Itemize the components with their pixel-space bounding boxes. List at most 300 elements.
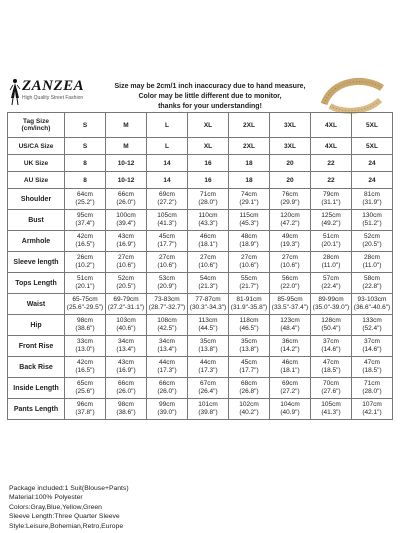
size-cell: 2XL: [229, 138, 270, 155]
measure-cm: 36cm: [282, 338, 298, 345]
size-cell: 24: [352, 172, 393, 189]
measure-cell: [65, 399, 106, 420]
measure-cell: [352, 252, 393, 273]
measure-cell: [147, 273, 188, 294]
measure-cm: 28cm: [323, 254, 339, 261]
measure-cm: 66cm: [118, 380, 134, 387]
measure-cell: [352, 357, 393, 378]
measure-cell: [65, 252, 106, 273]
measure-cell: [229, 336, 270, 357]
measure-cm: 104cm: [280, 401, 300, 408]
measure-inch: (16.5"): [75, 367, 95, 374]
measure-cell: [106, 231, 147, 252]
brand-logo: [8, 78, 98, 106]
measure-inch: (40.9"): [280, 409, 300, 416]
row-label: UK Size: [8, 155, 65, 172]
measure-cm: 52cm: [364, 233, 380, 240]
measure-cm: 27cm: [118, 254, 134, 261]
measure-cell: [106, 252, 147, 273]
row-label: AU Size: [8, 172, 65, 189]
brand-tagline: High Quality Street Fashion: [22, 95, 84, 101]
measure-inch: (38.6"): [116, 409, 136, 416]
measure-cell: [311, 210, 352, 231]
measure-inch: (11.0"): [362, 262, 382, 269]
measure-inch: (20.5"): [362, 241, 382, 248]
measure-inch: (10.6"): [198, 262, 218, 269]
measure-inch: (48.4"): [280, 325, 300, 332]
measure-inch: (20.9"): [157, 283, 177, 290]
measure-inch: (29.9"): [280, 199, 300, 206]
measure-cell: [229, 357, 270, 378]
measure-cm: 73-83cm: [154, 296, 180, 303]
measure-cm: 108cm: [157, 317, 177, 324]
table-row: [8, 231, 393, 252]
measure-cm: 79cm: [323, 191, 339, 198]
measure-cm: 69-79cm: [113, 296, 139, 303]
size-cell: 10-12: [106, 172, 147, 189]
brand-name: ZANZEA: [22, 78, 85, 94]
measure-inch: (22.0"): [280, 283, 300, 290]
measure-inch: (51.2"): [362, 220, 382, 227]
measure-cm: 89-99cm: [318, 296, 344, 303]
measure-inch: (13.4"): [157, 346, 177, 353]
measure-cm: 133cm: [362, 317, 382, 324]
measure-cell: [106, 189, 147, 210]
measure-cm: 52cm: [118, 275, 134, 282]
measure-cell: [229, 273, 270, 294]
measure-inch: (18.1"): [280, 367, 300, 374]
row-label: Pants Length: [8, 399, 65, 420]
measure-cm: 27cm: [241, 254, 257, 261]
measure-cell: [188, 189, 229, 210]
measure-cell: [106, 210, 147, 231]
table-row: [8, 294, 393, 315]
measure-inch: (10.6"): [116, 262, 136, 269]
size-cell: 14: [147, 155, 188, 172]
measure-cell: [188, 399, 229, 420]
measure-cell: [270, 252, 311, 273]
measure-cm: 47cm: [364, 359, 380, 366]
measure-cm: 69cm: [282, 380, 298, 387]
notice-line: Color may be little different due to monitor,: [138, 93, 282, 100]
size-cell: 5XL: [352, 138, 393, 155]
measure-inch: (39.4"): [116, 220, 136, 227]
measure-cm: 110cm: [198, 212, 218, 219]
size-header-cell: S: [65, 113, 106, 138]
measure-cell: [147, 210, 188, 231]
measure-cm: 125cm: [321, 212, 341, 219]
size-header-cell: 2XL: [229, 113, 270, 138]
measure-inch: (21.7"): [239, 283, 259, 290]
measure-cm: 95cm: [77, 212, 93, 219]
tag-size-label-line: (cm/inch): [21, 125, 51, 132]
measure-inch: (46.5"): [239, 325, 259, 332]
notice-line: Size may be 2cm/1 inch inaccuracy due to hand measure,: [114, 83, 306, 90]
measure-inch: (16.9"): [116, 367, 136, 374]
size-cell: 22: [311, 155, 352, 172]
measure-cm: 28cm: [364, 254, 380, 261]
measure-cm: 65-75cm: [72, 296, 98, 303]
measure-cell: [188, 273, 229, 294]
measure-cm: 35cm: [200, 338, 216, 345]
measure-cm: 100cm: [116, 212, 136, 219]
measure-inch: (17.7"): [239, 367, 259, 374]
colors-info: Colors:Gray,Blue,Yellow,Green: [9, 503, 102, 511]
measure-cm: 64cm: [77, 191, 93, 198]
measure-inch: (25.2"): [75, 199, 95, 206]
size-cell: 8: [65, 155, 106, 172]
table-row: [8, 189, 393, 210]
measure-inch: (14.6"): [321, 346, 341, 353]
measure-cm: 69cm: [159, 191, 175, 198]
measure-cm: 45cm: [159, 233, 175, 240]
material-info: Material:100% Polyester: [9, 494, 83, 502]
measure-cell: [188, 357, 229, 378]
measure-inch: (40.2"): [239, 409, 259, 416]
measure-cm: 128cm: [321, 317, 341, 324]
measure-cell: [311, 294, 352, 315]
table-row: [8, 138, 393, 155]
measure-inch: (50.4"): [321, 325, 341, 332]
size-header-cell: XL: [188, 113, 229, 138]
measure-cm: 43cm: [118, 233, 134, 240]
measure-inch: (26.8"): [239, 388, 259, 395]
measure-cell: [270, 336, 311, 357]
measure-cm: 54cm: [200, 275, 216, 282]
header: [0, 0, 400, 112]
table-row: [8, 210, 393, 231]
measure-cell: [311, 273, 352, 294]
size-cell: 14: [147, 172, 188, 189]
measure-cell: [65, 189, 106, 210]
measure-cm: 85-95cm: [277, 296, 303, 303]
measure-cm: 51cm: [77, 275, 93, 282]
measure-cm: 46cm: [282, 359, 298, 366]
measure-inch: (22.4"): [321, 283, 341, 290]
measure-inch: (41.3"): [321, 409, 341, 416]
size-header-cell: 4XL: [311, 113, 352, 138]
table-row: [8, 378, 393, 399]
measure-cm: 44cm: [200, 359, 216, 366]
row-label: Sleeve length: [8, 252, 65, 273]
size-header-cell: L: [147, 113, 188, 138]
tag-size-label-line: Tag Size: [23, 118, 49, 125]
measure-inch: (38.6"): [75, 325, 95, 332]
size-cell: 4XL: [311, 138, 352, 155]
size-header-cell: M: [106, 113, 147, 138]
measure-cell: [229, 294, 270, 315]
measure-inch: (13.0"): [75, 346, 95, 353]
measure-cell: [229, 315, 270, 336]
measure-cell: [65, 378, 106, 399]
measure-cm: 57cm: [323, 275, 339, 282]
measure-inch: (18.9"): [239, 241, 259, 248]
table-row: [8, 315, 393, 336]
measure-inch: (26.0"): [116, 388, 136, 395]
measure-inch: (33.5"-37.4"): [271, 304, 309, 311]
row-label: Back Rise: [8, 357, 65, 378]
size-cell: 16: [188, 172, 229, 189]
measure-inch: (29.1"): [239, 199, 259, 206]
measure-cm: 53cm: [159, 275, 175, 282]
measure-inch: (40.6"): [116, 325, 136, 332]
measure-inch: (49.2"): [321, 220, 341, 227]
measure-cell: [188, 210, 229, 231]
measure-cm: 71cm: [364, 380, 380, 387]
measure-inch: (17.7"): [157, 241, 177, 248]
measure-cm: 76cm: [282, 191, 298, 198]
row-label: Tops Length: [8, 273, 65, 294]
measure-cell: [65, 231, 106, 252]
measure-inch: (42.5"): [157, 325, 177, 332]
measure-inch: (14.2"): [280, 346, 300, 353]
measure-cell: [352, 399, 393, 420]
measure-cell: [188, 252, 229, 273]
table-row: [8, 336, 393, 357]
measure-cell: [65, 210, 106, 231]
measure-cell: [106, 273, 147, 294]
measure-cm: 123cm: [280, 317, 300, 324]
measure-cell: [106, 294, 147, 315]
measure-cell: [147, 294, 188, 315]
row-label: Front Rise: [8, 336, 65, 357]
measure-cell: [106, 315, 147, 336]
measure-cell: [352, 294, 393, 315]
measure-cell: [147, 336, 188, 357]
measure-cm: 55cm: [241, 275, 257, 282]
measure-cell: [65, 273, 106, 294]
measure-inch: (16.5"): [75, 241, 95, 248]
measure-cell: [270, 378, 311, 399]
size-header-cell: 5XL: [352, 113, 393, 138]
measure-cm: 34cm: [159, 338, 175, 345]
measure-cell: [229, 210, 270, 231]
measure-cell: [270, 231, 311, 252]
measure-cell: [352, 189, 393, 210]
measure-inch: (20.1"): [321, 241, 341, 248]
measure-cell: [311, 252, 352, 273]
measure-cell: [65, 357, 106, 378]
measure-inch: (18.5"): [321, 367, 341, 374]
row-label: Waist: [8, 294, 65, 315]
measure-cm: 27cm: [200, 254, 216, 261]
row-label: Shoulder: [8, 189, 65, 210]
measure-inch: (13.8"): [239, 346, 259, 353]
measurement-notice: [110, 82, 310, 112]
measure-inch: (18.1"): [198, 241, 218, 248]
measure-inch: (41.3"): [157, 220, 177, 227]
measure-inch: (37.4"): [75, 220, 95, 227]
measure-cell: [352, 315, 393, 336]
measure-cm: 46cm: [200, 233, 216, 240]
measure-cell: [311, 378, 352, 399]
table-row: [8, 172, 393, 189]
measure-inch: (27.2"): [157, 199, 177, 206]
measure-cm: 120cm: [280, 212, 300, 219]
measure-inch: (44.5"): [198, 325, 218, 332]
measure-cell: [352, 273, 393, 294]
table-header-row: [8, 113, 393, 138]
measure-cell: [147, 399, 188, 420]
measure-cell: [188, 378, 229, 399]
row-label: US/CA Size: [8, 138, 65, 155]
measure-inch: (26.0"): [116, 199, 136, 206]
measure-cell: [270, 399, 311, 420]
measure-cm: 107cm: [362, 401, 382, 408]
measure-inch: (45.3"): [239, 220, 259, 227]
row-label: Bust: [8, 210, 65, 231]
measure-cell: [106, 378, 147, 399]
measure-cell: [229, 378, 270, 399]
measure-cm: 77-87cm: [195, 296, 221, 303]
measure-cm: 70cm: [323, 380, 339, 387]
measure-cm: 48cm: [241, 233, 257, 240]
measure-cell: [188, 336, 229, 357]
size-cell: 8: [65, 172, 106, 189]
measure-cm: 33cm: [77, 338, 93, 345]
measure-inch: (26.0"): [157, 388, 177, 395]
measure-cm: 98cm: [77, 317, 93, 324]
measure-inch: (37.8"): [75, 409, 95, 416]
measure-inch: (30.3"-34.3"): [189, 304, 227, 311]
measure-inch: (16.9"): [116, 241, 136, 248]
measure-cm: 115cm: [239, 212, 259, 219]
tag-size-label: [8, 113, 65, 138]
measure-inch: (36.6"-40.6"): [353, 304, 391, 311]
measure-inch: (27.2"): [280, 388, 300, 395]
measure-cell: [311, 315, 352, 336]
size-cell: M: [106, 138, 147, 155]
measure-inch: (17.3"): [198, 367, 218, 374]
row-label: Hip: [8, 315, 65, 336]
measure-cell: [352, 378, 393, 399]
measure-cm: 66cm: [118, 191, 134, 198]
measure-inch: (10.2"): [75, 262, 95, 269]
measure-cm: 105cm: [321, 401, 341, 408]
measure-cell: [270, 357, 311, 378]
table-row: [8, 399, 393, 420]
size-cell: 20: [270, 155, 311, 172]
measure-cell: [106, 336, 147, 357]
measure-inch: (10.6"): [280, 262, 300, 269]
measure-cell: [188, 294, 229, 315]
measure-inch: (35.0"-39.0"): [312, 304, 350, 311]
measure-cm: 66cm: [159, 380, 175, 387]
measure-cell: [65, 294, 106, 315]
table-row: [8, 357, 393, 378]
measure-cell: [147, 231, 188, 252]
measure-inch: (20.5"): [116, 283, 136, 290]
size-header-cell: 3XL: [270, 113, 311, 138]
measure-cm: 47cm: [323, 359, 339, 366]
measure-inch: (39.8"): [198, 409, 218, 416]
measure-cm: 81cm: [364, 191, 380, 198]
measure-cm: 98cm: [118, 401, 134, 408]
measure-inch: (25.6"): [75, 388, 95, 395]
measure-cm: 103cm: [116, 317, 136, 324]
table-row: [8, 252, 393, 273]
size-cell: 22: [311, 172, 352, 189]
measure-cm: 42cm: [77, 233, 93, 240]
measure-inch: (10.6"): [239, 262, 259, 269]
table-row: [8, 155, 393, 172]
measure-cell: [311, 357, 352, 378]
measure-cm: 93-103cm: [357, 296, 387, 303]
measure-cm: 26cm: [77, 254, 93, 261]
measure-cell: [106, 357, 147, 378]
measure-cell: [147, 189, 188, 210]
measure-inch: (10.6"): [157, 262, 177, 269]
measure-inch: (28.7"-32.7"): [148, 304, 186, 311]
notice-line: thanks for your understanding!: [158, 103, 262, 110]
size-cell: L: [147, 138, 188, 155]
measure-cm: 56cm: [282, 275, 298, 282]
measure-cell: [147, 357, 188, 378]
measure-cell: [352, 210, 393, 231]
measuring-tape-icon: [318, 74, 388, 114]
measure-cell: [229, 252, 270, 273]
measure-cm: 37cm: [364, 338, 380, 345]
measure-cell: [352, 231, 393, 252]
measure-cm: 67cm: [200, 380, 216, 387]
measure-inch: (28.0"): [362, 388, 382, 395]
measure-inch: (18.5"): [362, 367, 382, 374]
measure-cm: 37cm: [323, 338, 339, 345]
measure-inch: (27.6"): [321, 388, 341, 395]
measure-inch: (47.2"): [280, 220, 300, 227]
measure-cell: [229, 231, 270, 252]
measure-cell: [229, 399, 270, 420]
size-cell: 20: [270, 172, 311, 189]
measure-cell: [188, 315, 229, 336]
measure-cell: [229, 189, 270, 210]
measure-inch: (17.3"): [157, 367, 177, 374]
measure-cell: [311, 231, 352, 252]
measure-inch: (25.6"-29.5"): [66, 304, 104, 311]
model-figure-icon: [8, 78, 22, 106]
measure-inch: (31.1"): [321, 199, 341, 206]
measure-cm: 43cm: [118, 359, 134, 366]
measure-cm: 51cm: [323, 233, 339, 240]
measure-cm: 49cm: [282, 233, 298, 240]
measure-cm: 42cm: [77, 359, 93, 366]
row-label: Armhole: [8, 231, 65, 252]
measure-cell: [65, 336, 106, 357]
size-cell: 3XL: [270, 138, 311, 155]
measure-inch: (13.8"): [198, 346, 218, 353]
measure-inch: (19.3"): [280, 241, 300, 248]
sleeve-info: Sleeve Length:Three Quarter Sleeve: [9, 513, 120, 521]
measure-cm: 71cm: [200, 191, 216, 198]
measure-cell: [270, 315, 311, 336]
measure-cell: [270, 189, 311, 210]
measure-inch: (13.4"): [116, 346, 136, 353]
measure-cell: [270, 210, 311, 231]
measure-cm: 45cm: [241, 359, 257, 366]
measure-inch: (20.1"): [75, 283, 95, 290]
measure-cm: 130cm: [362, 212, 382, 219]
measure-cm: 113cm: [198, 317, 218, 324]
measure-cell: [106, 399, 147, 420]
measure-cm: 68cm: [241, 380, 257, 387]
measure-cell: [311, 399, 352, 420]
measure-cm: 35cm: [241, 338, 257, 345]
package-info: Package included:1 Suit(Blouse+Pants): [9, 485, 129, 492]
measure-cm: 81-91cm: [236, 296, 262, 303]
measure-cm: 65cm: [77, 380, 93, 387]
measure-cm: 74cm: [241, 191, 257, 198]
measure-inch: (31.9"-35.8"): [230, 304, 268, 311]
